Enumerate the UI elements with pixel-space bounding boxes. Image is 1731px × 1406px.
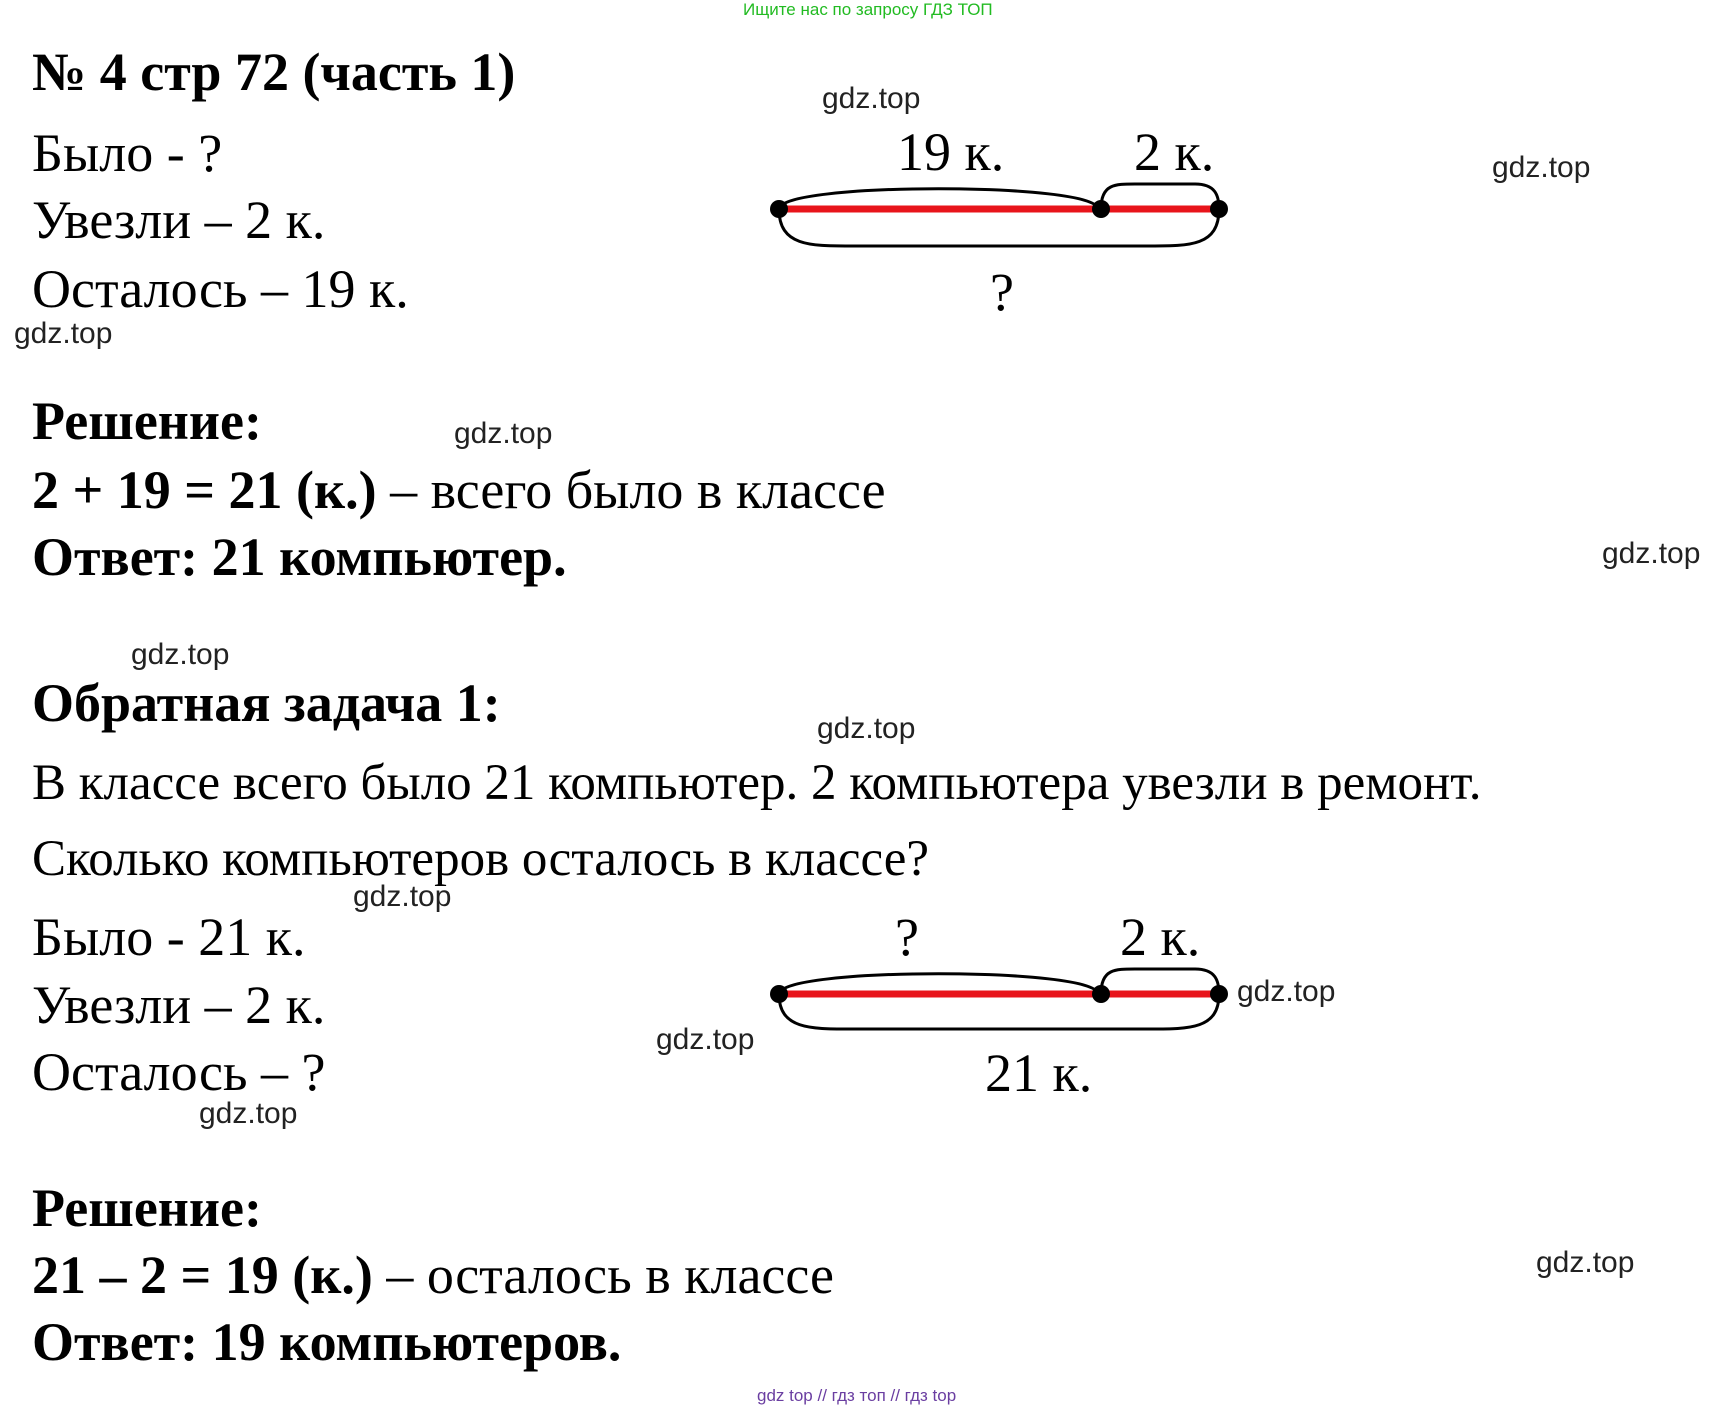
watermark: gdz.top: [199, 1097, 298, 1130]
segment-point: [1092, 985, 1110, 1003]
diagram-label-top-left: ?: [895, 907, 919, 967]
diagram-label-bottom: 21 к.: [985, 1043, 1093, 1103]
inverse-heading: Обратная задача 1:: [32, 673, 501, 733]
given-line: Было - 21 к.: [32, 907, 306, 967]
given-line: Увезли – 2 к.: [32, 190, 326, 250]
given-line: Осталось – 19 к.: [32, 259, 409, 319]
watermark: gdz.top: [454, 417, 553, 450]
watermark: gdz.top: [1536, 1246, 1635, 1279]
diagram-label-top-right: 2 к.: [1134, 122, 1215, 182]
diagram-label-top-right: 2 к.: [1120, 907, 1201, 967]
answer: Ответ: 21 компьютер.: [32, 527, 567, 587]
solution-equation-line: [32, 1245, 834, 1305]
diagram-label-top-left: 19 к.: [897, 122, 1005, 182]
watermark: gdz.top: [822, 82, 921, 115]
watermark: gdz.top: [1237, 975, 1336, 1008]
inverse-text-line: В классе всего было 21 компьютер. 2 компьютера увезли в ремонт.: [32, 755, 1482, 811]
equation-note: – осталось в классе: [372, 1245, 834, 1305]
equation-note: – всего было в классе: [376, 460, 886, 520]
segment-point: [1210, 985, 1228, 1003]
watermark: gdz.top: [1602, 537, 1701, 570]
watermark: gdz.top: [14, 317, 113, 350]
footer-note: gdz top // гдз топ // гдз top: [757, 1386, 957, 1405]
equation: 2 + 19 = 21 (к.): [32, 460, 377, 520]
watermark: gdz.top: [353, 880, 452, 913]
given-line: Увезли – 2 к.: [32, 975, 326, 1035]
diagram-label-bottom: ?: [990, 262, 1014, 322]
top-note: Ищите нас по запросу ГДЗ ТОП: [743, 0, 993, 19]
equation: 21 – 2 = 19 (к.): [32, 1245, 373, 1305]
solution-heading: Решение:: [32, 391, 262, 451]
solution-heading: Решение:: [32, 1178, 262, 1238]
given-line: Было - ?: [32, 123, 223, 183]
segment-point: [770, 985, 788, 1003]
given-line: Осталось – ?: [32, 1042, 326, 1102]
watermark: gdz.top: [817, 712, 916, 745]
watermark: gdz.top: [656, 1023, 755, 1056]
watermark: gdz.top: [1492, 151, 1591, 184]
brace-right: [1101, 969, 1219, 994]
answer: Ответ: 19 компьютеров.: [32, 1312, 622, 1372]
watermark: gdz.top: [131, 638, 230, 671]
inverse-text-line: Сколько компьютеров осталось в классе?: [32, 831, 930, 887]
brace-bottom: [779, 994, 1219, 1029]
page-title: № 4 стр 72 (часть 1): [32, 42, 516, 102]
